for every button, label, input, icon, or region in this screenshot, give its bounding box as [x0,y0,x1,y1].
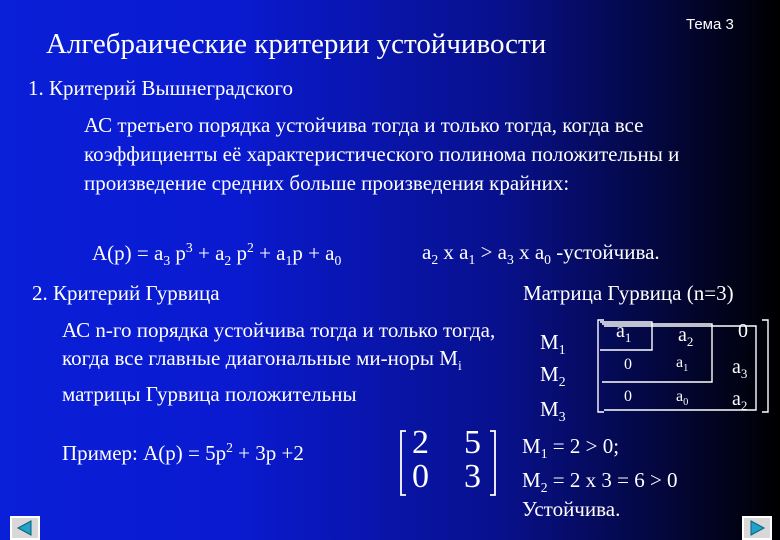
hurwitz-cell-1-1: $a_1$ [616,320,632,345]
hurwitz-cell-3-3: $a_2$ [732,388,748,413]
minor-label-3: $M_3$ [540,397,566,425]
result-m2: $M_2 = 2$ x 3 = 6 > 0 [522,468,678,496]
next-slide-button[interactable] [742,516,772,540]
section-2-text: АС n-го порядка устойчива тогда и только тогда, когда все главные диагональные ми-норы $M_i$ матрицы Гурвица положительны [62,318,496,407]
section-2-heading: 2. Критерий Гурвица [32,281,220,305]
section-1-text: АС третьего порядка устойчива тогда и только тогда, когда все коэффициенты её характеристического полинома положительны и произведение средних больше произведения крайних: [84,113,680,195]
example-cell-1-1: 2 [412,424,429,461]
hurwitz-cell-2-1: 0 [624,356,632,373]
hurwitz-cell-3-1: 0 [624,388,632,405]
prev-slide-button[interactable] [10,516,40,540]
minor-label-1: $M_1$ [540,330,566,358]
result-stable: Устойчива. [522,497,621,521]
example-cell-2-2: 3 [464,458,481,495]
hurwitz-cell-1-3: 0 [738,320,748,342]
section-1-heading: 1. Критерий Вышнеградского [28,76,293,100]
topic-label: Тема 3 [686,16,734,33]
triangle-left-icon [12,518,38,538]
hurwitz-cell-3-2: $a_0$ [676,388,689,409]
hurwitz-cell-2-2: $a_1$ [676,354,689,375]
example-matrix [398,424,498,498]
triangle-right-icon [744,518,770,538]
polynomial-formula: $A(p) = a_3$ $p^3 + a_2$ $p^2 + a_1p + a_0$ [92,240,342,269]
slide-title: Алгебраические критерии устойчивости [46,28,547,60]
hurwitz-cell-2-3: $a_3$ [732,356,748,381]
hurwitz-matrix-heading: Матрица Гурвица (n=3) [523,281,734,305]
minor-label-2: $M_2$ [540,362,566,390]
hurwitz-matrix [596,318,770,414]
example-formula: Пример: $A(p) = 5p^2 + 3p +2$ [62,440,304,465]
example-cell-1-2: 5 [464,424,481,461]
vyshnegradsky-inequality: $a_2$ x $a_1 > a_3$ x $a_0$ -устойчива. [422,240,660,268]
hurwitz-cell-1-2: $a_2$ [678,324,694,349]
result-m1: $M_1 = 2 > 0$; [522,434,620,462]
example-cell-2-1: 0 [412,458,429,495]
